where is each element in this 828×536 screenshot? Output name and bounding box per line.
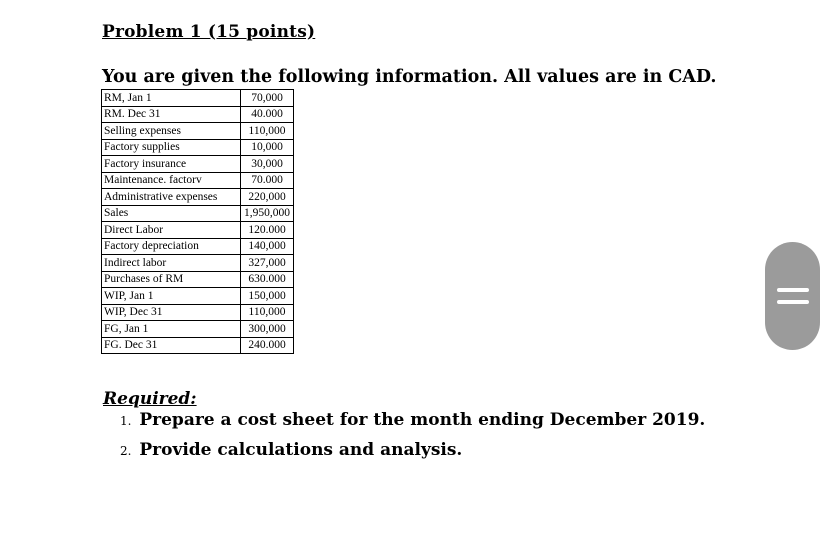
table-row	[102, 304, 294, 321]
row-label: Factory supplies	[102, 139, 241, 156]
row-value: 110,000	[241, 123, 294, 140]
row-value: 220,000	[241, 189, 294, 206]
row-label: Sales	[102, 205, 241, 222]
row-label: RM. Dec 31	[102, 106, 241, 123]
row-value: 150,000	[241, 288, 294, 305]
row-label: Administrative expenses	[102, 189, 241, 206]
table-row	[102, 255, 294, 272]
row-value: 120.000	[241, 222, 294, 239]
required-item-text: Provide calculations and analysis.	[139, 440, 463, 460]
table-row	[102, 205, 294, 222]
drag-handle-icon	[777, 300, 809, 304]
required-item-number: 2.	[120, 444, 132, 458]
row-value: 10,000	[241, 139, 294, 156]
intro-text: You are given the following information. All values are in CAD.	[102, 67, 717, 87]
row-label: RM, Jan 1	[102, 90, 241, 107]
data-table	[101, 89, 294, 354]
required-item-text: Prepare a cost sheet for the month ending December 2019.	[139, 410, 706, 430]
row-value: 110,000	[241, 304, 294, 321]
drag-handle-icon	[777, 288, 809, 292]
row-label: FG. Dec 31	[102, 337, 241, 354]
table-row	[102, 139, 294, 156]
table-row	[102, 337, 294, 354]
table-row	[102, 106, 294, 123]
row-value: 40.000	[241, 106, 294, 123]
row-label: Factory insurance	[102, 156, 241, 173]
required-item	[120, 410, 705, 430]
required-item-number: 1.	[120, 414, 132, 428]
row-value: 300,000	[241, 321, 294, 338]
table-row	[102, 123, 294, 140]
row-label: Purchases of RM	[102, 271, 241, 288]
table-row	[102, 288, 294, 305]
table-row	[102, 90, 294, 107]
row-value: 70.000	[241, 172, 294, 189]
row-label: WIP, Dec 31	[102, 304, 241, 321]
row-label: Factory depreciation	[102, 238, 241, 255]
table-row	[102, 321, 294, 338]
row-value: 1,950,000	[241, 205, 294, 222]
required-heading: Required:	[103, 389, 197, 409]
drag-handle-button[interactable]	[765, 242, 820, 350]
problem-title: Problem 1 (15 points)	[102, 22, 316, 42]
row-value: 240.000	[241, 337, 294, 354]
table-row	[102, 271, 294, 288]
table-row	[102, 222, 294, 239]
row-label: Selling expenses	[102, 123, 241, 140]
table-row	[102, 172, 294, 189]
table-row	[102, 156, 294, 173]
table-row	[102, 189, 294, 206]
required-item	[120, 440, 462, 460]
row-label: Direct Labor	[102, 222, 241, 239]
row-value: 630.000	[241, 271, 294, 288]
row-value: 327,000	[241, 255, 294, 272]
table-row	[102, 238, 294, 255]
row-value: 140,000	[241, 238, 294, 255]
row-label: WIP, Jan 1	[102, 288, 241, 305]
row-value: 30,000	[241, 156, 294, 173]
row-label: FG, Jan 1	[102, 321, 241, 338]
row-label: Maintenance. factorv	[102, 172, 241, 189]
row-label: Indirect labor	[102, 255, 241, 272]
row-value: 70,000	[241, 90, 294, 107]
